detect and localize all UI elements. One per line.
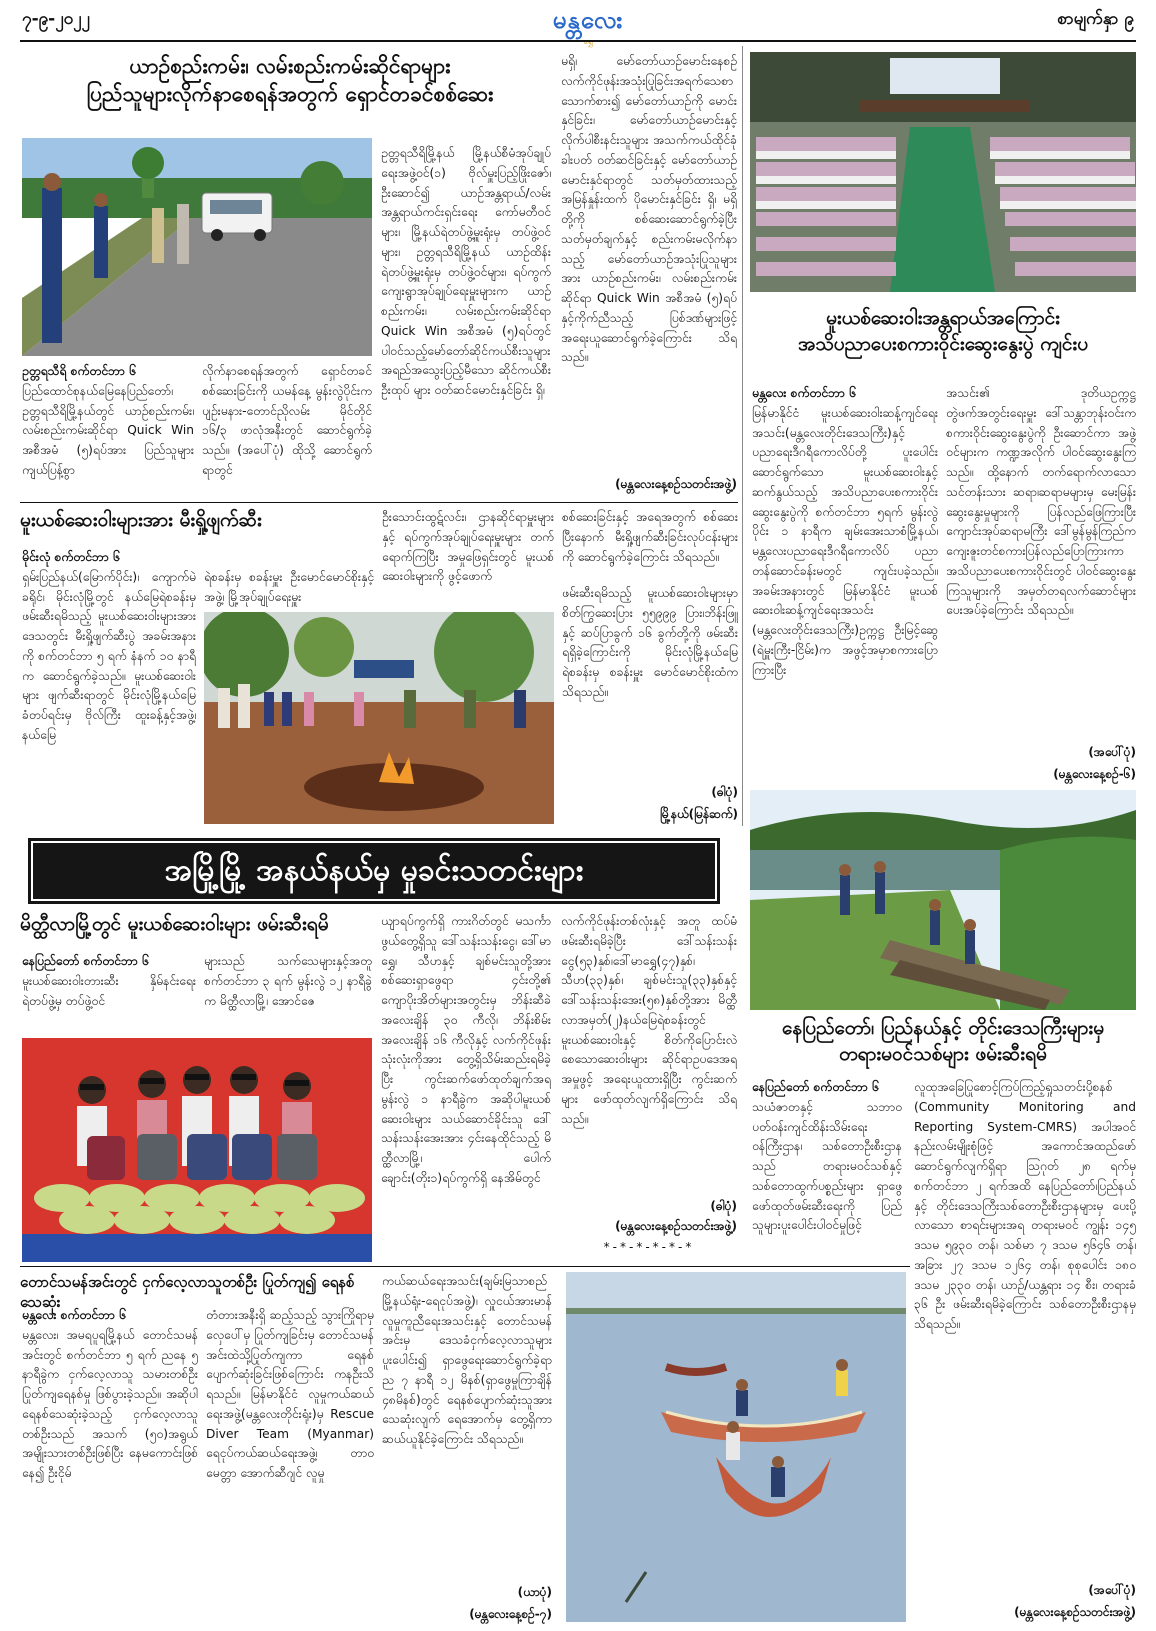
story2-byline: မန္တလေး စက်တင်ဘာ ၆ (752, 386, 856, 400)
story4-credit: (မန္တလေးနေ့စဉ်သတင်းအဖွဲ့) (615, 1219, 737, 1233)
seized-timber-lakeside-image (750, 790, 1136, 1010)
story3-column3 (382, 508, 554, 608)
story4-photo-label: (ဓါပုံ) (710, 1199, 737, 1213)
story1-photo (22, 138, 372, 356)
story6-body2: တံတားအနီးရှိ ဆည့်သည့် သွားကြိုရာမှ လှေပေါ်မှ ပြုတ်ကျခြင်းမှ တောင်သမန်အင်းထဲသို့ပြုတ်ကျကာ ရေနစ်ပျောက်ဆုံးခြင်းဖြစ်ကြောင်း ကနဦးသိရသည်။ မြန်မာနိုင်ငံ လူမှုကယ်ဆယ်ရေးအဖွဲ့(မန္တလေးတိုင်းရုံး)မှ Rescue Diver Team (Myanmar) ရေငုပ်ကယ်ဆယ်ရေးအဖွဲ့၊ တာဝမေတ္တာ အောက်ဆီဂျင် လူမှု (206, 1308, 374, 1481)
story3-column2 (204, 568, 374, 608)
story3-column4a (562, 508, 738, 580)
story1-body3: ဥတ္တရသီရိမြို့နယ် မြို့နယ်စီမံအုပ်ချုပ်ရေးအဖွဲ့ဝင်(၁) ဗိုလ်မှူးပြည့်ဖြိုးဇော်၊ ဦးဆောင်၍ ယာဉ်အန္တရာယ်/လမ်းအန္တရာယ်ကင်းရှင်းရေး ကော်မတီဝင်များ၊ မြို့နယ်ရဲတပ်ဖွဲ့မှူးရုံးမှ တပ်ဖွဲ့ဝင်များ၊ ဥတ္တရသီရိမြို့နယ် ယာဉ်ထိန်းရဲတပ်ဖွဲ့မှူးရုံးမှ တပ်ဖွဲ့ဝင်များ၊ ရပ်ကွက်ကျေးရွာအုပ်ချုပ်ရေးမှူးများက ယာဉ်စည်းကမ်း၊ လမ်းစည်းကမ်းဆိုင်ရာ Quick Win အစီအမံ (၅)ရပ်တွင် ပါဝင်သည့်မော်တော်ဆိုင်ကယ်စီးသူများ အရည်အသွေးပြည့်မီသော ဆိုင်ကယ်စီးဦးထုပ် များ ဝတ်ဆင်မောင်းနှင်ခြင်း ရှိ၊ (381, 146, 551, 398)
story1-byline: ဥတ္တရသီရိ စက်တင်ဘာ ၆ (22, 364, 136, 378)
page-number: စာမျက်နှာ ၉ (1057, 9, 1134, 29)
story1-headline-line1: ယာဉ်စည်းကမ်း၊ လမ်းစည်းကမ်းဆိုင်ရာများ (129, 54, 451, 78)
story6-byline: မန္တလေး စက်တင်ဘာ ၆ (22, 1308, 126, 1322)
story2-credit: (မန္တလေးနေ့စဉ်-၆) (1053, 767, 1136, 781)
story3-headline: မူးယစ်ဆေးဝါးများအား မီးရှို့ဖျက်ဆီး (20, 509, 262, 531)
story6-column1 (22, 1306, 198, 1624)
story6-column2 (206, 1306, 374, 1624)
story3-column1 (22, 548, 196, 828)
story2-body1: မြန်မာနိုင်ငံ မူးယစ်ဆေးဝါးဆန့်ကျင်ရေးအသင်း(မန္တလေးတိုင်းဒေသကြီး)နှင့် ပညာရေးဒီဂရီကောလိပ်တို့ ပူးပေါင်းဆောင်ရွက်သော မူးယစ်ဆေးဝါးနှင့် ဆက်နွယ်သည့် အသိပညာပေးစကားဝိုင်း ဆွေးနွေးပွဲကို စက်တင်ဘာ ၅ရက် မွန်းလွဲပိုင်း ၁ နာရီက ချမ်းအေးသာစံမြို့နယ်၊ မန္တလေးပညာရေးဒီဂရီကောလိပ် ပညာတန်ဆောင်ခန်းမတွင် ကျင်းပခဲ့သည်။ အခမ်းအနားတွင် မြန်မာနိုင်ငံ မူးယစ်ဆေးဝါးဆန့်ကျင်ရေးအသင်း (မန္တလေးတိုင်းဒေသကြီး)ဥက္ကဋ္ဌ ဦးမြင့်ဆွေ (ရဲမှူးကြီး-ငြိမ်း)က အဖွင့်အမှာစကားပြောကြားပြီး (752, 405, 938, 677)
story4-body3: လက်ကိုင်ဖုန်းတစ်လုံးနှင့် အတူ ထပ်မံဖမ်းဆီးရမိခဲ့ပြီး ဒေါ်သန်းသန်းငွေ(၅၃)နှစ်၊ဒေါ်မာရွှေ(၄၇)နှစ်၊ သီဟ(၃၃)နှစ်၊ ချစ်မင်းသူ(၃၃)နှစ်နှင့် ဒေါ်သန်းသန်းအေး(၅၈)နှစ်တို့အား မိတ္ထီလာအမှတ်(၂)နယ်မြေရဲစခန်းတွင် မူးယစ်ဆေးဝါးနှင့် စိတ်ကိုပြောင်းလဲစေသောဆေးဝါးများ ဆိုင်ရာဥပဒေအရ အမှုဖွင့် အရေးယူထားရှိပြီး ကွင်းဆက်များ ဖော်ထုတ်လျက်ရှိကြောင်း သိရသည်။ (561, 914, 737, 1126)
story4-intro2 (204, 952, 372, 1034)
story1-column4 (561, 52, 737, 472)
story5-byline: နေပြည်တော် စက်တင်ဘာ ၆ (752, 1080, 879, 1094)
story3-body4a: စစ်ဆေးခြင်းနှင့် အရေအတွက် စစ်ဆေးပြီးနောက် မီးရှို့ဖျက်ဆီးခြင်းလုပ်ငန်းများကို ဆောင်ရွက်ခဲ့ကြောင်း သိရသည်။ (562, 510, 738, 564)
story1-body1: ပြည်ထောင်စုနယ်မြေနေပြည်တော်၊ ဥတ္တရသီရိမြို့နယ်တွင် ယာဉ်စည်းကမ်း၊ လမ်းစည်းကမ်းဆိုင်ရာ Quick Win အစီအမံ (၅)ရပ်အား ပြည်သူများ ကျယ်ပြန့်စွာ (22, 383, 194, 477)
section-rule-1 (20, 502, 738, 503)
story5-column1 (752, 1078, 902, 1248)
story4-headline: မိတ္ထီလာမြို့တွင် မူးယစ်ဆေးဝါးများ ဖမ်းဆီးရမိ (20, 913, 329, 935)
seminar-hall-image (750, 52, 1136, 292)
story3-credit: မြို့နယ်(မြန်ဆက်) (660, 807, 738, 821)
story1-column2 (202, 362, 372, 498)
story2-column1 (752, 384, 938, 784)
story2-photo (750, 52, 1136, 292)
masthead-logo (518, 4, 658, 44)
story6-column3 (382, 1272, 552, 1582)
story3-body2: ရဲစခန်းမှ စခန်းမှူး ဦးမောင်မောင်စိုးနှင့်အဖွဲ့၊ မြို့အုပ်ချုပ်ရေးမှူး (204, 570, 374, 604)
masthead-subtitle (518, 36, 658, 48)
story2-column2 (946, 384, 1136, 744)
crime-news-banner: အမြို့မြို့ အနယ်နယ်မှ မှုခင်းသတင်းများ (28, 838, 720, 904)
masthead-title: မန္တလေး (552, 6, 624, 34)
story4-column2 (381, 912, 551, 1260)
story3-photo (204, 612, 554, 824)
story1-headline (20, 52, 560, 109)
story3-column4b (562, 584, 738, 764)
story1-column3 (381, 144, 551, 498)
rescue-boats-lake-image (566, 1272, 906, 1622)
story4-column3 (561, 912, 737, 1194)
story3-body3: ဦးသောင်းထွဋ်လင်း၊ ဌာနဆိုင်ရာမှူးများနှင့် ရပ်ကွက်အုပ်ချုပ်ရေးမှူးများ တက်ရောက်ကြပြီး အမှုဖြေရှင်းတွင် မူးယစ်ဆေးဝါးများကို ဖွင့်ဖောက် (382, 510, 554, 584)
header-rule (20, 40, 1136, 42)
story6-credit: (မန္တလေးနေ့စဉ်-၇) (469, 1607, 552, 1621)
story2-body2: အသင်း၏ ဒုတိယဥက္ကဋ္ဌ တွဲဖက်အတွင်းရေးမှူး ဒေါ်သန္တာဘုန်းဝင်းက စကားဝိုင်းဆွေးနွေးပွဲကို ဦးဆောင်ကာ အဖွဲ့ဝင်များက ကဏ္ဍအလိုက် ပါဝင်ဆွေးနွေးကြသည်။ ထို့နောက် တက်ရောက်လာသော သင်တန်းသား ဆရာ၊ဆရာမများမှ မေးမြန်းဆွေးနွေးမှုများကို ပြန်လည်ဖြေကြားပြီး ကျောင်းအုပ်ဆရာမကြီး ဒေါ်မွန်မွန်ကြည်က ကျေးဇူးတင်စကားပြန်လည်ပြောကြားကာ အသိပညာပေးစကားဝိုင်းတွင် ပါဝင်ဆွေးနွေးကြသူများကို အမှတ်တရလက်ဆောင်များ ပေးအပ်ခဲ့ကြောင်း သိရသည်။ (946, 386, 1136, 618)
story6-photo (566, 1272, 906, 1622)
story5-credit: (မန္တလေးနေ့စဉ်သတင်းအဖွဲ့) (1014, 1605, 1136, 1619)
suspects-and-seized-drugs-image (22, 1038, 372, 1262)
police-checkpoint-image (22, 138, 372, 356)
story5-photo-label: (အပေါ်ပုံ) (1088, 1583, 1136, 1597)
story4-intro (22, 952, 196, 1034)
story2-headline-line1: မူးယစ်ဆေးဝါးအန္တရာယ်အကြောင်း (826, 307, 1060, 329)
story5-headline-line2: တရားမဝင်သစ်များ ဖမ်းဆီးရမိ (839, 1042, 1047, 1065)
page-date: ၇-၉-၂၀၂၂ (22, 9, 90, 29)
story6-headline: တောင်သမန်အင်းတွင် ငှက်လေ့လာသူတစ်ဦး ပြုတ်ကျ၍ ရေနစ်သေဆုံး (20, 1273, 355, 1312)
story2-photo-label: (အပေါ်ပုံ) (1088, 745, 1136, 759)
story3-byline: မိုင်းလုံ စက်တင်ဘာ ၆ (22, 550, 120, 564)
story1-headline-line2: ပြည်သူများလိုက်နာစေရန်အတွက် ရှောင်တခင်စစ်ဆေး (86, 82, 494, 107)
story5-photo (750, 790, 1136, 1010)
story4-body-intro2: များသည် သက်သေများနှင့်အတူ စက်တင်ဘာ ၃ ရက် မွန်းလွဲ ၁၂ နာရီခွဲက မိတ္ထီလာမြို့၊ အောင်ဇေ (204, 954, 372, 1008)
story4-byline: နေပြည်တော် စက်တင်ဘာ ၆ (22, 954, 149, 968)
section-rule-2 (20, 1266, 910, 1267)
story4-photo (22, 1038, 372, 1262)
story6-body1: မန္တလေး၊ အမရပူရမြို့နယ် တောင်သမန်အင်းတွင် စက်တင်ဘာ ၅ ရက် ညနေ ၅ နာရီခွဲက ငှက်လေ့လာသူ သမားတစ်ဦး ပြုတ်ကျရေနစ်မှု ဖြစ်ပွားခဲ့သည်။ အဆိုပါရေနစ်သေဆုံးခဲ့သည့် ငှက်လေ့လာသူတစ်ဦးသည် အသက် (၅၀)အရွယ်အမျိုးသားတစ်ဦးဖြစ်ပြီး နေမကောင်းဖြစ်နေ၍ ဦးငိုမ် (22, 1327, 198, 1481)
story4-end-stars: *-*-*-*-*-* (603, 1240, 695, 1254)
story3-photo-label: (ဓါပုံ) (711, 785, 738, 799)
story5-headline (750, 1016, 1136, 1067)
story1-column1 (22, 362, 194, 498)
story2-headline (750, 306, 1136, 357)
story1-body4: မရှိ၊ မော်တော်ယာဉ်မောင်းနေစဉ် လက်ကိုင်ဖုန်းအသုံးပြုခြင်းအရက်သေစာသောက်စား၍ မော်တော်ယာဉ်ကို မောင်းနှင်ခြင်း၊ မော်တော်ယာဉ်မောင်းနှင့် လိုက်ပါစီးနင်းသူများ အသက်ကယ်ထိုင်ခုံခါးပတ် ဝတ်ဆင်ခြင်းနှင့် မော်တော်ယာဉ်မောင်းနှင်ရာတွင် သတ်မှတ်ထားသည့် အမြန်နှုန်းထက် ပိုမောင်းနှင်ခြင်း ရှိ၊ မရှိတို့ကို စစ်ဆေးဆောင်ရွက်ခဲ့ပြီး သတ်မှတ်ချက်နှင့် စည်းကမ်းမလိုက်နာသည့် မော်တော်ယာဉ်အသုံးပြုသူများအား ယာဉ်စည်းကမ်း၊ လမ်းစည်းကမ်းဆိုင်ရာ Quick Win အစီအမံ (၅)ရပ်နှင့်ကိုက်ညီသည့် ပြစ်ဒဏ်များဖြင့် အရေးယူဆောင်ရွက်ခဲ့ကြောင်း သိရသည်။ (561, 54, 737, 365)
story6-body3: ကယ်ဆယ်ရေးအသင်း(ချမ်းမြသာစည်မြို့နယ်ရုံး-ရေငုပ်အဖွဲ့)၊ လှူငယ်အားမာန် လူမှုကူညီရေးအသင်းနှင့် တောင်သမန်အင်းမှ ဒေသခံငှက်လေ့လာသူများ ပူးပေါင်း၍ ရှာဖွေရေးဆောင်ရွက်ခဲ့ရာ ည ၇ နာရီ ၁၂ မိနစ်(ရှာဖွေမှုကြာချိန် ၄၈မိနစ်)တွင် ရေနစ်ပျောက်ဆုံးသူအား သေဆုံးလျက် ရေအောက်မှ တွေ့ရှိကာ ဆယ်ယူနိုင်ခဲ့ကြောင်း သိရသည်။ (382, 1274, 552, 1447)
column-divider (742, 46, 743, 826)
drug-burning-ceremony-image (204, 612, 554, 824)
story1-credit: (မန္တလေးနေ့စဉ်သတင်းအဖွဲ့) (615, 477, 737, 491)
story5-body1: သယံဇာတနှင့် သဘာဝပတ်ဝန်းကျင်ထိန်းသိမ်းရေးဝန်ကြီးဌာန၊ သစ်တောဦးစီးဌာနသည် တရားမဝင်သစ်နှင့် သစ်တောထွက်ပစ္စည်းများ ရှာဖွေဖော်ထုတ်ဖမ်းဆီးရေးကို ပြည်သူများပူးပေါင်းပါဝင်မှုဖြင့် (752, 1099, 902, 1233)
story3-body4b: ဖမ်းဆီးရမိသည့် မူးယစ်ဆေးဝါးများမှာ စိတ်ကြွဆေးပြား ၅၅၉၉၉ ပြား၊ဘိန်းဖြူနှင့် ဆပ်ပြာခွက် ၁၆ ခွက်တို့ကို ဖမ်းဆီးရရှိခဲ့ကြောင်းကို မိုင်းလုံမြို့နယ်မြေ ရဲစခန်းမှ စခန်းမှူး မောင်မောင်စိုးထံက သိရသည်။ (562, 586, 738, 699)
story1-body2: လိုက်နာစေရန်အတွက် ရှောင်တခင် စစ်ဆေးခြင်းကို ယမန်နေ့ မွန်းလွဲပိုင်းက ပျဉ်းမနား-တောင်ညိုလမ်း မိုင်တိုင် ၁၆/၃ ဖာလုံအနီးတွင် ဆောင်ရွက်ခဲ့သည်။ (အပေါ်ပုံ) ထိုသို့ ဆောင်ရွက်ရာတွင် (202, 364, 372, 477)
story5-headline-line1: နေပြည်တော်၊ ပြည်နယ်နှင့် တိုင်းဒေသကြီးများမှ (781, 1017, 1105, 1039)
story2-headline-line2: အသိပညာပေးစကားဝိုင်းဆွေးနွေးပွဲ ကျင်းပ (797, 332, 1089, 355)
story5-body2: လူထုအခြေပြုစောင့်ကြပ်ကြည့်ရှုသတင်းပို့စနစ် (Community Monitoring and Reporting System-CMRS) အပါအဝင် နည်းလမ်းမျိုးစုံဖြင့် အကောင်အထည်ဖော်ဆောင်ရွက်လျက်ရှိရာ ဩဂုတ် ၂၈ ရက်မှ စက်တင်ဘာ ၂ ရက်အထိ နေပြည်တော်၊ပြည်နယ်နှင့် တိုင်းဒေသကြီးသစ်တောဦးစီးဌာနများမှ ပေးပို့လာသော စာရင်းများအရ တရားမဝင် ကျွန်း ၁၄၅ ဒသမ ၅၉၃၀ တန်၊ သစ်မာ ၇ ဒသမ ၅၆၄၆ တန်၊ အခြား ၂၇ ဒသမ ၁၂၆၄ တန်၊ စုစုပေါင်း ၁၈၀ ဒသမ ၂၃၃၀ တန်၊ ယာဉ်/ယန္တရား ၁၄ စီး၊ တရားခံ ၃၆ ဦး ဖမ်းဆီးရမိခဲ့ကြောင်း သစ်တောဦးစီးဌာနမှ သိရသည်။ (914, 1080, 1136, 1332)
story6-photo-label: (ယာပုံ) (517, 1585, 552, 1599)
story4-body2: ယျာရပ်ကွက်ရှိ ကားဂိတ်တွင် မသင်္ကာဖွယ်တွေ့ရှိသူ ဒေါ်သန်းသန်းငွေ၊ ဒေါ်မာရွှေ၊ သီဟနှင့် ချစ်မင်းသူတို့အား စစ်ဆေးရှာဖွေရာ ၄င်းတို့၏ ကျောပိုးအိတ်များအတွင်းမှ ဘိန်းဆီခဲအလေးချိန် ၃၀ ကီလို၊ ဘိန်းစိမ်းအလေးချိန် ၁၆ ကီလိုနှင့် လက်ကိုင်ဖုန်းသုံးလုံးကိုအား တွေ့ရှိသိမ်းဆည်းရမိခဲ့ပြီး ကွင်းဆက်ဖော်ထုတ်ချက်အရ မွန်းလွဲ ၁ နာရီခွဲက အဆိုပါမူးယစ်ဆေးဝါးများ သယ်ဆောင်ခိုင်းသူ ဒေါ်သန်းသန်းအေးအား ၄င်းနေထိုင်သည့် မိတ္ထီလာမြို့၊ ပေါက်ချောင်း(တိုး၁)ရပ်ကွက်ရှိ နေအိမ်တွင် (381, 914, 551, 1185)
story5-column2 (914, 1078, 1136, 1578)
story4-body-intro: မူးယစ်ဆေးဝါးတားဆီး နှိမ်နင်းရေးရဲတပ်ဖွဲ့မှ တပ်ဖွဲ့ဝင် (22, 973, 196, 1008)
story3-body1: ရှမ်းပြည်နယ်(မြောက်ပိုင်း)၊ ကျောက်မဲခရိုင်၊ မိုင်းလုံမြို့တွင် နယ်မြေရဲစခန်းမှ ဖမ်းဆီးရမိသည့် မူးယစ်ဆေးဝါးများအား ဒေသတွင်း မီးရှို့ဖျက်ဆီးပွဲ အခမ်းအနားကို စက်တင်ဘာ ၅ ရက် နံနက် ၁၀ နာရီက ဆောင်ရွက်ခဲ့သည်။ မူးယစ်ဆေးဝါးများ ဖျက်ဆီးရာတွင် မိုင်းလုံမြို့နယ်မြေခံတပ်ရင်းမှ ဗိုလ်ကြီး ထူးခန့်နှင့်အဖွဲ့၊နယ်မြေ (22, 569, 196, 742)
